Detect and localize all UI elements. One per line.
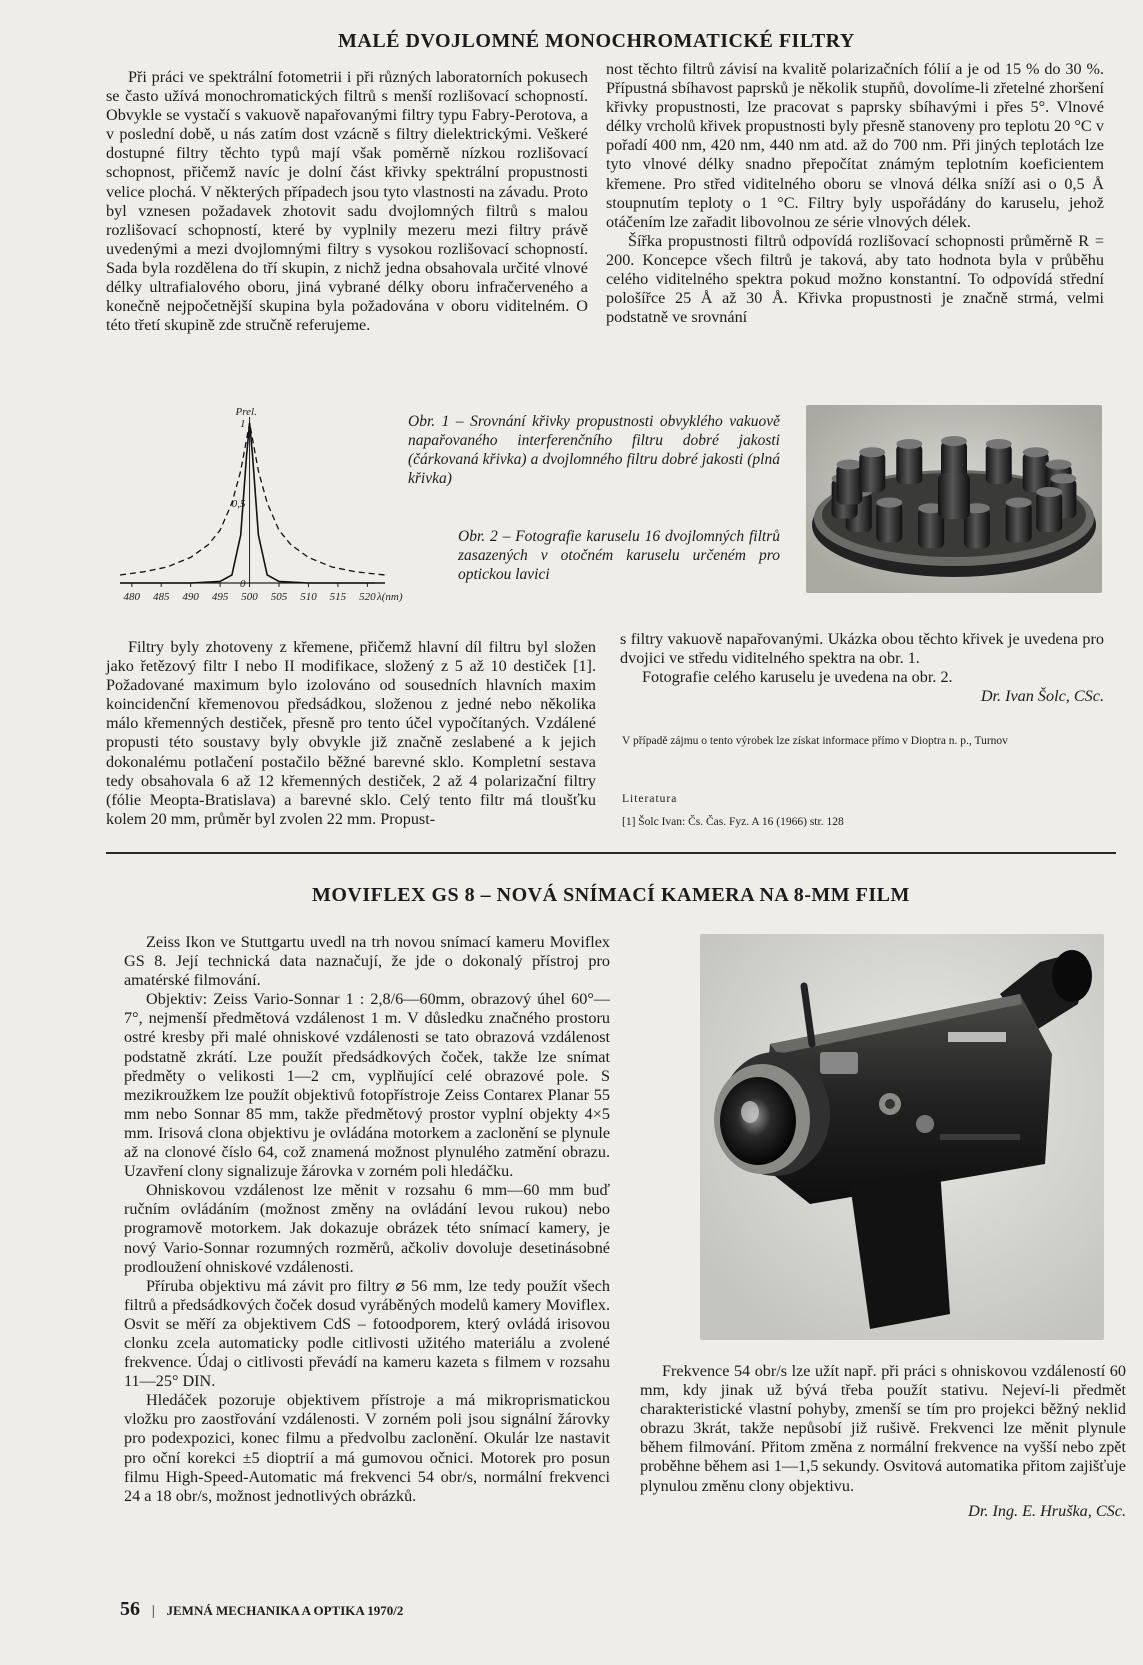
page-footer: 56 | JEMNÁ MECHANIKA A OPTIKA 1970/2 (120, 1598, 404, 1620)
author-signature: Dr. Ivan Šolc, CSc. (980, 687, 1104, 706)
filter-cylinder (1036, 492, 1062, 532)
author-signature: Dr. Ing. E. Hruška, CSc. (968, 1501, 1126, 1520)
paragraph: Objektiv: Zeiss Vario-Sonnar 1 : 2,8/6—60mm, obrazový úhel 60°—7°, nejmenší předmětová vzdálenost 1 m. V důsledku značného prostoru ostré kresby při malé ohniskové vzdálenosti se tato obrazová vzdálenost podstatně zkrátí. Lze použít předsádkových čoček, takže lze snímat předměty o velikosti 1—2 cm, vyplňující celé obrazové pole. S mezikroužkem lze použít objektivů fotopřístroje Zeiss Contarex Planar 55 mm nebo Sonnar 85 mm, takže předmětový prostor vyplní objekty 4×5 mm. Irisová clona objektivu je ovládána motorkem a zaclonění se plynule až na clonové číslo 64, což znamená možnost plynulého zatmění obrazu. Uzavření clony signalizuje žárovka v zorném poli hledáčku. (124, 990, 610, 1181)
filter-cylinder-top (1050, 474, 1076, 484)
article2-column-left (124, 933, 610, 1506)
article-column-left-2 (106, 638, 596, 829)
paragraph: Ohniskovou vzdálenost lze měnit v rozsahu 6 mm—60 mm buď ručním ovládáním (možnost změny na ovládání levou rukou) nebo programově motorkem. Jak dokazuje obrázek této snímací kamery, je nový Vario-Sonnar rozumných rozměrů, ačkoliv dovoluje desetinásobné prodloužení ohniskové vzdálenosti. (124, 1181, 610, 1276)
filter-cylinder (1006, 503, 1032, 543)
paragraph: Šířka propustnosti filtrů odpovídá rozlišovací schopnosti průměrně R = 200. Koncepce všech filtrů je taková, aby tato hodnota byla v průběhu celého viditelného spektra pokud možno konstantní. To odpovídá střední pološířce 25 Å až 30 Å. Křivka propustnosti je značně strmá, velmi podstatně ve srovnání (606, 231, 1104, 327)
x-tick-label: 515 (329, 591, 347, 603)
filter-cylinder (986, 444, 1012, 484)
birefringent-filter-curve (120, 423, 385, 583)
y-axis-label: Prel. (235, 406, 257, 418)
filter-cylinder-top (986, 439, 1012, 449)
paragraph: Frekvence 54 obr/s lze užít např. při práci s ohniskovou vzdáleností 60 mm, kdy jinak už bývá třeba použít stativu. Nejeví-li předmět charakteristické vlastní pohyby, zmenší se tím pro projekci běžný neklid obrazu 3krát, takže nepůsobí již rušivě. Frekvenci lze měnit plynule během filmování. Přitom změna z normální frekvence na vyšší nebo zpět proběhne během asi 1—1,5 sekundy. Osvitová automatika přitom zajišťuje plynulou změnu clony objektivu. (640, 1362, 1126, 1495)
filter-cylinder-top (859, 447, 885, 457)
interference-filter-curve (120, 423, 385, 575)
x-tick-label: 495 (211, 591, 229, 603)
filter-cylinder-top (876, 498, 902, 508)
article-column-right (606, 60, 1104, 327)
figure-1-caption: Obr. 1 – Srovnání křivky propustnosti obvyklého vakuově napařovaného interferenčního filtru dobré jakosti (čárkovaná křivka) a dvojlomného filtru dobré jakosti (plná křivka) (408, 413, 780, 487)
paragraph: Filtry byly zhotoveny z křemene, přičemž hlavní díl filtru byl složen jako řetězový filtr I nebo II modifikace, složený z 5 až 10 destiček [1]. Požadované maximum bylo izolováno od sousedních hlavních maxim koincidenční křemenovou předsádkou, složenou z jedné nebo několika málo křemenných destiček, přesně pro tento účel vypočítaných. Vzdálené propusti této soustavy byly obvykle již značně zeslabené a k jejich dokonalému potlačení postačilo běžné barevné sklo. Kompletní sestava tedy obsahovala 6 až 12 křemenných destiček, 2 až 4 polarizační filtry (fólie Meopta-Bratislava) a barevné sklo. Celý tento filtr má tloušťku kolem 20 mm, průměr byl zvolen 22 mm. Propust- (106, 638, 596, 828)
filter-cylinder-top (1006, 498, 1032, 508)
filter-cylinder-top (896, 439, 922, 449)
figure-2-caption: Obr. 2 – Fotografie karuselu 16 dvojlomných filtrů zasazených v otočném karuselu určeném pro optickou lavici (458, 528, 780, 583)
filter-carousel-photo (806, 405, 1102, 593)
literature-heading: Literatura (622, 793, 678, 805)
journal-name: JEMNÁ MECHANIKA A OPTIKA 1970/2 (166, 1603, 404, 1618)
literature-reference: [1] Šolc Ivan: Čs. Čas. Fyz. A 16 (1966) str. 128 (622, 816, 844, 828)
article-title: MOVIFLEX GS 8 – NOVÁ SNÍMACÍ KAMERA NA 8-MM FILM (312, 884, 910, 906)
moviflex-camera-photo (700, 934, 1104, 1340)
paragraph: s filtry vakuově napařovanými. Ukázka obou těchto křivek je uvedena pro dvojici ve středu viditelného spektra na obr. 1. (620, 630, 1104, 668)
y-tick-label: 1 (240, 418, 246, 430)
x-tick-label: 480 (123, 591, 141, 603)
x-tick-label: 490 (182, 591, 199, 603)
paragraph: Zeiss Ikon ve Stuttgartu uvedl na trh novou snímací kameru Moviflex GS 8. Její technická data naznačují, že jde o dokonalý přístroj pro amatérské filmování. (124, 933, 610, 990)
filter-cylinder-top (1046, 459, 1072, 469)
article-column-right-2 (620, 630, 1104, 706)
x-axis-label: λ(nm) (377, 591, 403, 603)
filter-cylinder (836, 464, 862, 504)
x-tick-label: 520 (359, 591, 376, 603)
filter-cylinder-top (1036, 487, 1062, 497)
filter-cylinder (876, 503, 902, 543)
filter-cylinder-top (941, 436, 967, 446)
section-divider (106, 852, 1116, 854)
article-title: MALÉ DVOJLOMNÉ MONOCHROMATICKÉ FILTRY (338, 30, 855, 52)
article-column-left (106, 68, 588, 335)
filter-cylinder (859, 452, 885, 492)
paragraph: Při práci ve spektrální fotometrii i při různých laboratorních pokusech se často užívá monochromatických filtrů s menší rozlišovací schopností. Obvykle se vystačí s vakuově napařovanými filtry typu Fabry-Perotova, a v poslední době, u nás zatím dost vzácně s filtry dielektrickými. Veškeré dostupné filtry těchto typů mají však poměrně nízkou rozlišovací schopnost, přičemž navíc je dolní část křivky spektrální propustnosti velice plochá. V některých případech jsou tyto vlastnosti na závadu. Proto byl vznesen požadavek zhotovit sadu dvojlomných filtrů s malou rozlišovací schopností, které by vyplnily mezeru mezi filtry právě uvedenými a mezi dvojlomnými filtry s vysokou rozlišovací schopností. Sada byla rozdělena do tří skupin, z nichž jedna obsahovala určité vlnové délky ultrafialového oboru, jiná vybrané délky oboru infračerveného a konečně nejpočetnější skupina byla požadována v oboru viditelném. O této třetí skupině zde stručně referujeme. (106, 68, 588, 335)
availability-note: V případě zájmu o tento výrobek lze získat informace přímo v Dioptra n. p., Turnov (622, 735, 1008, 747)
paragraph: nost těchto filtrů závisí na kvalitě polarizačních fólií a je od 15 % do 30 %. Přípustná sbíhavost paprsků je několik stupňů, dovolíme-li zřetelné zhoršení křivky propustnosti, lze pracovat s paprsky sbíhavými i přes 5°. Vlnové délky vrcholů křivek propustnosti byly přesně stanoveny pro teplotu 20 °C v pořadí 400 nm, 420 nm, 440 nm atd. až do 700 nm. Při jiných teplotách lze tyto vlnové délky snadno přepočítat známým teplotním koeficientem křemene. Pro střed viditelného oboru se vlnová délka sníží asi o 0,5 Å stoupnutím teploty o 1 °C. Filtry byly uspořádány do karuselu, jehož otáčením lze zařadit libovolnou ze série vlnových délek. (606, 60, 1104, 231)
x-tick-label: 500 (241, 591, 258, 603)
article2-column-right (640, 1362, 1126, 1521)
transmission-curve-chart (110, 405, 410, 620)
x-tick-label: 485 (152, 591, 170, 603)
y-tick-label: 0 (240, 578, 246, 590)
center-filter-cylinder (938, 473, 970, 519)
filter-cylinder-top (1023, 447, 1049, 457)
filter-cylinder (896, 444, 922, 484)
x-tick-label: 510 (300, 591, 317, 603)
paragraph: Fotografie celého karuselu je uvedena na obr. 2. (642, 668, 953, 687)
paragraph: Hledáček pozoruje objektivem přístroje a má mikroprismatickou vložku pro zaostřování vzdálenosti. V zorném poli jsou signální žárovky pro podexpozici, konec filmu a předvolbu zaclonění. Okulár lze nastavit pro oční korekci ±5 dioptrií a má gumovou očnici. Motorek pro posun filmu High-Speed-Automatic má frekvenci 54 obr/s, normální frekvenci 24 a 18 obr/s, možnost jednotlivých obrázků. (124, 1391, 610, 1505)
filter-cylinder (1023, 452, 1049, 492)
paragraph: Příruba objektivu má závit pro filtry ⌀ 56 mm, lze tedy použít všech filtrů a předsádkových čoček dosud vyráběných modelů kamery Moviflex. Osvit se měří za objektivem CdS – fotoodporem, který ovládá irisovou clonku zcela automaticky podle citlivosti užitého materiálu a zvolené frekvence. Údaj o citlivosti převádí na kameru kazeta s filmem v rozsahu 11—25° DIN. (124, 1276, 610, 1391)
page-number: 56 (120, 1598, 140, 1620)
filter-cylinder-top (836, 459, 862, 469)
x-tick-label: 505 (270, 591, 288, 603)
y-tick-label: 0,5 (231, 498, 246, 510)
